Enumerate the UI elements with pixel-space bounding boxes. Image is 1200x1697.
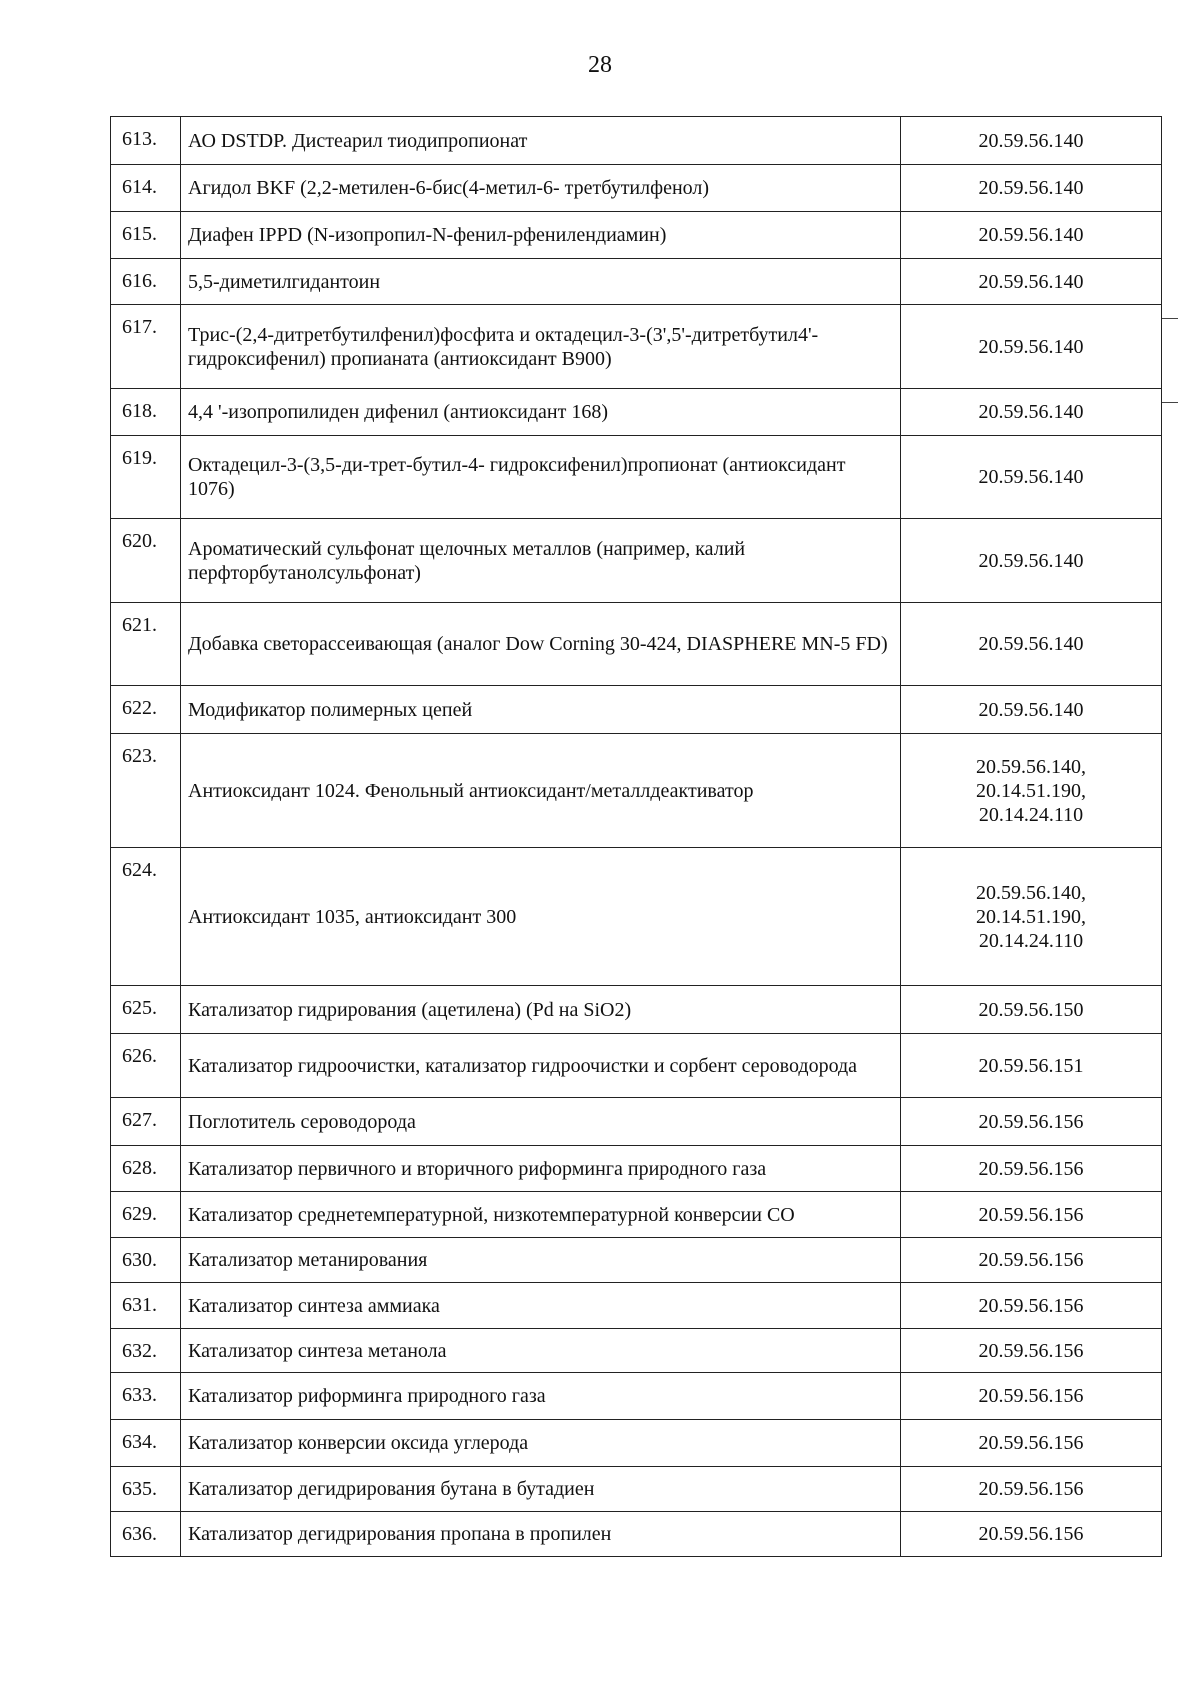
table-row	[111, 259, 1162, 305]
table-row	[111, 1329, 1162, 1373]
scan-line-artifact	[1162, 402, 1178, 403]
item-name: Катализатор дегидрирования пропана в пропилен	[181, 1512, 901, 1557]
row-number: 622.	[111, 686, 181, 734]
okpd-code-cell	[901, 1034, 1162, 1098]
row-number: 617.	[111, 305, 181, 389]
okpd-code-cell	[901, 1512, 1162, 1557]
table-row	[111, 1098, 1162, 1146]
okpd-code-cell	[901, 1146, 1162, 1192]
row-number: 627.	[111, 1098, 181, 1146]
okpd-code: 20.59.56.156	[978, 1249, 1084, 1271]
okpd-code: 20.59.56.140	[978, 633, 1084, 655]
row-number: 634.	[111, 1420, 181, 1467]
okpd-code: 20.14.51.190,	[976, 905, 1086, 928]
row-number: 630.	[111, 1238, 181, 1283]
row-number: 620.	[111, 519, 181, 603]
okpd-code: 20.59.56.156	[978, 1157, 1084, 1180]
okpd-code: 20.59.56.156	[978, 1294, 1084, 1317]
row-number: 625.	[111, 986, 181, 1034]
item-name: Катализатор синтеза аммиака	[181, 1283, 901, 1329]
row-number: 632.	[111, 1329, 181, 1373]
table-row	[111, 117, 1162, 165]
okpd-code: 20.59.56.140	[978, 224, 1084, 246]
okpd-code: 20.59.56.156	[978, 1523, 1084, 1545]
okpd-code-cell	[901, 1283, 1162, 1329]
okpd-code: 20.59.56.150	[978, 998, 1084, 1021]
row-number: 618.	[111, 389, 181, 436]
okpd-code: 20.59.56.140	[978, 270, 1084, 293]
items-table-body	[111, 117, 1162, 1557]
okpd-code: 20.14.51.190,	[976, 779, 1086, 802]
okpd-code: 20.59.56.140	[978, 698, 1084, 721]
row-number: 615.	[111, 212, 181, 259]
item-name: Ароматический сульфонат щелочных металлов (например, калий перфторбутанолсульфонат)	[181, 519, 901, 603]
table-row	[111, 1283, 1162, 1329]
table-row	[111, 603, 1162, 686]
items-table	[110, 116, 1162, 1557]
okpd-code: 20.59.56.140	[978, 401, 1084, 423]
item-name: Поглотитель сероводорода	[181, 1098, 901, 1146]
item-name: Катализатор дегидрирования бутана в бутадиен	[181, 1467, 901, 1512]
table-row	[111, 1512, 1162, 1557]
okpd-code: 20.59.56.140,	[976, 755, 1086, 778]
table-row	[111, 389, 1162, 436]
okpd-code: 20.59.56.151	[978, 1054, 1084, 1077]
okpd-code-cell	[901, 519, 1162, 603]
okpd-code-cell	[901, 1420, 1162, 1467]
okpd-code-cell	[901, 389, 1162, 436]
okpd-code-cell	[901, 305, 1162, 389]
row-number: 626.	[111, 1034, 181, 1098]
table-row	[111, 165, 1162, 212]
item-name: Катализатор метанирования	[181, 1238, 901, 1283]
okpd-code-cell	[901, 436, 1162, 519]
okpd-code: 20.59.56.140	[978, 129, 1084, 152]
item-name: Антиоксидант 1035, антиоксидант 300	[181, 848, 901, 986]
okpd-code: 20.59.56.156	[978, 1478, 1084, 1500]
item-name: АО DSTDP. Дистеарил тиодипропионат	[181, 117, 901, 165]
okpd-code-cell	[901, 1192, 1162, 1238]
row-number: 628.	[111, 1146, 181, 1192]
row-number: 624.	[111, 848, 181, 986]
item-name: Катализатор синтеза метанола	[181, 1329, 901, 1373]
okpd-code-cell	[901, 734, 1162, 848]
okpd-code-cell	[901, 1329, 1162, 1373]
okpd-code-cell	[901, 1467, 1162, 1512]
table-row	[111, 212, 1162, 259]
row-number: 619.	[111, 436, 181, 519]
item-name: 4,4 '-изопропилиден дифенил (антиоксидант 168)	[181, 389, 901, 436]
okpd-code-cell	[901, 1238, 1162, 1283]
table-row	[111, 686, 1162, 734]
row-number: 633.	[111, 1373, 181, 1420]
okpd-code: 20.59.56.140	[978, 177, 1084, 199]
row-number: 614.	[111, 165, 181, 212]
table-row	[111, 436, 1162, 519]
row-number: 621.	[111, 603, 181, 686]
okpd-code: 20.59.56.156	[978, 1110, 1084, 1133]
okpd-code: 20.59.56.140,	[976, 881, 1086, 904]
item-name: Агидол BKF (2,2-метилен-6-бис(4-метил-6- третбутилфенол)	[181, 165, 901, 212]
item-name: Антиоксидант 1024. Фенольный антиоксидант/металлдеактиватор	[181, 734, 901, 848]
okpd-code-cell	[901, 603, 1162, 686]
item-name: Октадецил-3-(3,5-ди-трет-бутил-4- гидроксифенил)пропионат (антиоксидант 1076)	[181, 436, 901, 519]
okpd-code: 20.14.24.110	[978, 803, 1084, 826]
item-name: Катализатор гидрирования (ацетилена) (Pd на SiO2)	[181, 986, 901, 1034]
okpd-code: 20.14.24.110	[978, 929, 1084, 952]
table-row	[111, 519, 1162, 603]
okpd-code-cell	[901, 212, 1162, 259]
table-row	[111, 734, 1162, 848]
table-row	[111, 1034, 1162, 1098]
okpd-code: 20.59.56.140	[978, 549, 1084, 572]
table-row	[111, 1192, 1162, 1238]
okpd-code: 20.59.56.156	[978, 1203, 1084, 1226]
row-number: 629.	[111, 1192, 181, 1238]
row-number: 623.	[111, 734, 181, 848]
item-name: Диафен IPPD (N-изопропил-N-фенил-рфенилендиамин)	[181, 212, 901, 259]
item-name: Катализатор риформинга природного газа	[181, 1373, 901, 1420]
okpd-code-cell	[901, 986, 1162, 1034]
okpd-code: 20.59.56.156	[978, 1385, 1084, 1407]
okpd-code-cell	[901, 117, 1162, 165]
okpd-code-cell	[901, 686, 1162, 734]
item-name: Модификатор полимерных цепей	[181, 686, 901, 734]
table-row	[111, 305, 1162, 389]
item-name: 5,5-диметилгидантоин	[181, 259, 901, 305]
scan-line-artifact	[1162, 318, 1178, 319]
item-name: Катализатор первичного и вторичного риформинга природного газа	[181, 1146, 901, 1192]
okpd-code-cell	[901, 848, 1162, 986]
table-row	[111, 1146, 1162, 1192]
item-name: Катализатор гидроочистки, катализатор гидроочистки и сорбент сероводорода	[181, 1034, 901, 1098]
table-row	[111, 986, 1162, 1034]
row-number: 635.	[111, 1467, 181, 1512]
okpd-code-cell	[901, 1373, 1162, 1420]
table-row	[111, 1373, 1162, 1420]
okpd-code-cell	[901, 1098, 1162, 1146]
row-number: 613.	[111, 117, 181, 165]
table-row	[111, 1238, 1162, 1283]
okpd-code: 20.59.56.156	[978, 1432, 1084, 1454]
row-number: 631.	[111, 1283, 181, 1329]
table-row	[111, 848, 1162, 986]
item-name: Добавка светорассеивающая (аналог Dow Corning 30-424, DIASPHERE MN-5 FD)	[181, 603, 901, 686]
row-number: 616.	[111, 259, 181, 305]
table-row	[111, 1467, 1162, 1512]
okpd-code-cell	[901, 259, 1162, 305]
okpd-code: 20.59.56.156	[978, 1339, 1084, 1362]
row-number: 636.	[111, 1512, 181, 1557]
page-number: 28	[588, 52, 612, 78]
okpd-code: 20.59.56.140	[978, 466, 1084, 488]
item-name: Катализатор среднетемпературной, низкотемпературной конверсии СО	[181, 1192, 901, 1238]
okpd-code-cell	[901, 165, 1162, 212]
item-name: Катализатор конверсии оксида углерода	[181, 1420, 901, 1467]
table-row	[111, 1420, 1162, 1467]
okpd-code: 20.59.56.140	[978, 335, 1084, 358]
item-name: Трис-(2,4-дитретбутилфенил)фосфита и октадецил-3-(3',5'-дитретбутил4'-гидроксифенил) пропианата (антиоксидант В900)	[181, 305, 901, 389]
